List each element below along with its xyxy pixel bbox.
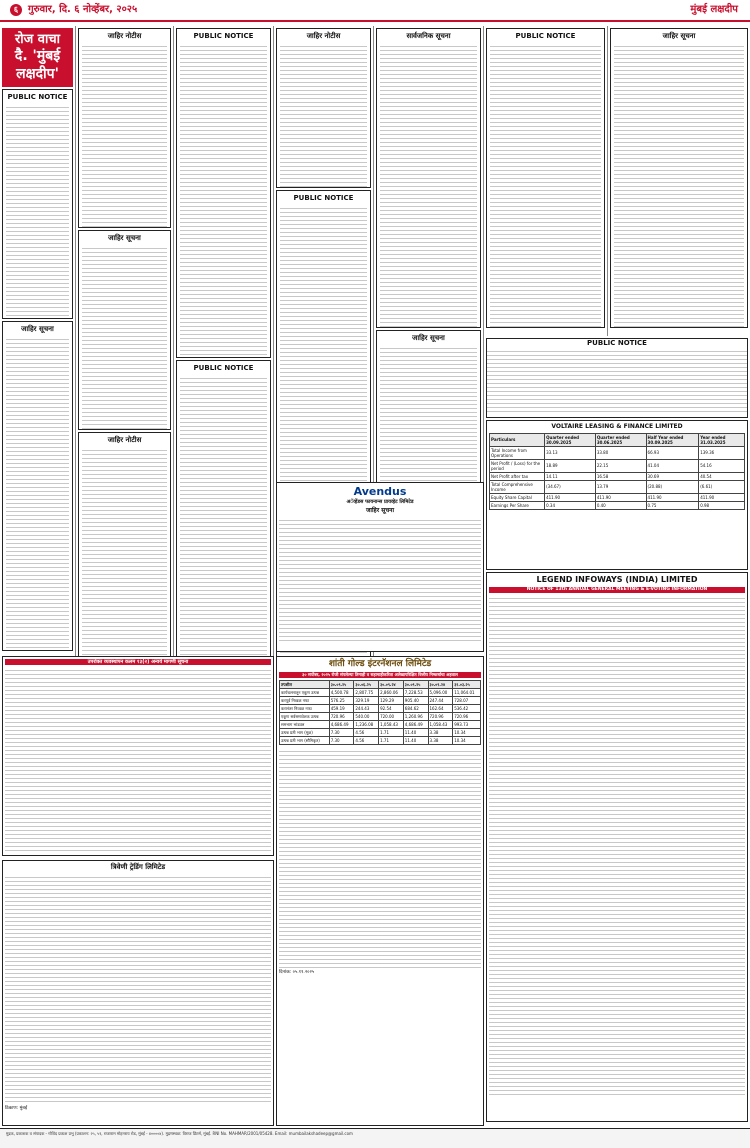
column-3 [174,26,274,676]
shanti-table-row [280,728,481,736]
sarfaesi-heading: उपरोक्त व्यवस्थापन कलम १३(२) अन्वये मागणी सूचना [5,659,271,665]
voltaire-cell: 0.34 [545,501,596,509]
shanti-cell: 11.40 [403,728,428,736]
voltaire-cell: 139.36 [699,446,745,459]
voltaire-title: VOLTAIRE LEASING & FINANCE LIMITED [551,423,683,430]
shanti-column-header: ३१.०३.२५ [453,680,481,688]
shanti-gold-results [276,656,484,1126]
page-header [0,0,750,22]
notice-heading: जाहिर सूचना [365,507,395,514]
shanti-cell: 1,058.43 [379,720,404,728]
shanti-date: दिनांक: ०५.११.२०२५ [279,969,315,975]
voltaire-table-row [490,493,745,501]
notice-heading: PUBLIC NOTICE [515,32,576,40]
public-notice-2 [176,28,271,358]
shanti-cell: 720.96 [453,712,481,720]
voltaire-cell: Net Profit / (Loss) for the period [490,459,545,472]
notice-body [82,43,167,228]
shanti-cell: 247.44 [428,696,453,704]
page-number: ६ [10,4,22,16]
shanti-column-header: ३०.०९.२५ [403,680,428,688]
column-5 [374,26,484,506]
shanti-subtitle: ३० सप्टेंबर, २०२५ रोजी संपलेल्या तिमाही व सहामाहीकरिता अलेखापरिक्षित वित्तीय निष्कर्षाचा अहवाल [279,672,481,677]
shanti-cell: 1,260.96 [403,712,428,720]
shanti-column-header: ३०.०९.२४ [379,680,404,688]
shanti-column-header: ३०.०९.२५ [329,680,354,688]
shanti-cell: 2,807.75 [354,688,379,696]
shanti-cell: करपूर्व निव्वळ नफा [280,696,330,704]
shanti-cell: 11,064.01 [453,688,481,696]
public-notice-wide [486,338,748,418]
notice-heading: जाहिर नोटीस [107,32,142,40]
voltaire-cell: Equity Share Capital [490,493,545,501]
shanti-cell: 5,096.00 [428,688,453,696]
shanti-cell: 7,228.53 [403,688,428,696]
shanti-cell: 162.64 [428,704,453,712]
shanti-cell: 684.62 [403,704,428,712]
notice-body [6,104,69,319]
shanti-column-header: ३०.०६.२५ [354,680,379,688]
voltaire-column-header: Year ended 31.03.2025 [699,433,745,446]
voltaire-cell: 411.90 [699,493,745,501]
shanti-cell: उत्पन्न प्रती भाग (मूळ) [280,728,330,736]
jaher-notice-1 [78,28,171,228]
jaher-suchana-1 [2,321,73,651]
shanti-cell: 244.43 [354,704,379,712]
shanti-cell: 536.42 [453,704,481,712]
shanti-cell: 4,686.49 [329,720,354,728]
voltaire-table-row [490,480,745,493]
triveni-body [5,874,271,1104]
voltaire-column-header: Quarter ended 30.06.2025 [595,433,646,446]
voltaire-cell: 0.98 [699,501,745,509]
shanti-cell: 993.73 [453,720,481,728]
jaher-suchana-3 [376,330,481,500]
shanti-cell: 3.38 [428,728,453,736]
shanti-table-row [280,704,481,712]
notice-body [380,43,477,328]
voltaire-cell: 22.15 [595,459,646,472]
masthead-line-1: रोज वाचा [14,32,61,47]
voltaire-column-header: Quarter ended 30.09.2025 [545,433,596,446]
newspaper-brand: मुंबई लक्षदीप [690,4,738,15]
shanti-cell: समभाग भांडवल [280,720,330,728]
voltaire-cell: 0.75 [646,501,699,509]
notice-body [487,348,747,414]
shanti-cell: 459.19 [329,704,354,712]
notice-heading: PUBLIC NOTICE [7,93,68,102]
voltaire-cell: Total Income from Operations [490,446,545,459]
notice-body [490,43,601,328]
notice-body [380,345,477,500]
shanti-cell: 329.19 [354,696,379,704]
shanti-table [279,680,481,745]
avendus-body [279,517,481,642]
shanti-cell: 728.07 [453,696,481,704]
shanti-table-row [280,696,481,704]
legend-body [489,595,745,1095]
voltaire-table [489,433,745,510]
shanti-cell: 1,236.08 [354,720,379,728]
notice-body [280,43,367,188]
voltaire-cell: (34.67) [545,480,596,493]
notice-heading: PUBLIC NOTICE [587,339,647,347]
sarfaesi-body [5,667,271,851]
jaher-suchana-4 [610,28,748,328]
shanti-cell: 3.38 [428,736,453,744]
shanti-cell: 720.96 [428,712,453,720]
shanti-notes [279,748,481,968]
avendus-logo: Avendus [353,485,407,498]
voltaire-table-row [490,459,745,472]
voltaire-results [486,420,748,570]
shanti-cell: 4.56 [354,728,379,736]
notice-body [180,43,267,358]
jaher-notice-3 [276,28,371,188]
voltaire-cell: 30.69 [646,472,699,480]
notice-body [82,245,167,430]
voltaire-cell: 411.90 [545,493,596,501]
shanti-table-row [280,736,481,744]
shanti-cell: 10.34 [453,728,481,736]
shanti-cell: 7.30 [329,736,354,744]
notice-heading: सार्वजनिक सूचना [406,32,451,40]
masthead-line-2: दै. 'मुंबई लक्षदीप' [14,48,61,82]
voltaire-cell: 66.93 [646,446,699,459]
jaher-suchana-2 [78,230,171,430]
triveni-title: त्रिवेणी ट्रेडिंग लिमिटेड [110,863,166,871]
shanti-cell: कार्यचलनातून एकूण उत्पन्न [280,688,330,696]
voltaire-cell: 33.13 [545,446,596,459]
shanti-cell: 1.71 [379,736,404,744]
legend-notice-heading: NOTICE OF 13th ANNUAL GENERAL MEETING & E-VOTING INFORMATION [489,587,745,593]
column-2 [76,26,174,676]
voltaire-header-row [490,433,745,446]
column-1 [0,26,76,676]
shanti-cell: 11.40 [403,736,428,744]
shanti-cell: 7.30 [329,728,354,736]
voltaire-cell: 41.04 [646,459,699,472]
notice-heading: जाहिर सूचना [108,234,141,242]
shanti-cell: 1,058.43 [428,720,453,728]
shanti-cell: 1.71 [379,728,404,736]
column-6 [484,26,608,336]
voltaire-cell: Earnings Per Share [490,501,545,509]
sarfaesi-demand-notice [2,656,274,856]
voltaire-cell: Net Profit after tax [490,472,545,480]
shanti-cell: 4,500.78 [329,688,354,696]
shanti-table-row [280,720,481,728]
voltaire-cell: 13.79 [595,480,646,493]
masthead [2,28,73,87]
shanti-cell: एकूण सर्वसमावेशक उत्पन्न [280,712,330,720]
notice-heading: PUBLIC NOTICE [193,364,254,372]
public-notice-5 [486,28,605,328]
notice-heading: जाहिर नोटीस [107,436,142,444]
sarvajanik-suchana [376,28,481,328]
notice-body [180,375,267,670]
column-7 [608,26,750,336]
issue-date: गुरुवार, दि. ६ नोव्हेंबर, २०२५ [28,4,138,15]
notice-heading: जाहिर सूचना [412,334,445,342]
shanti-cell: 10.34 [453,736,481,744]
notice-heading: जाहिर सूचना [21,325,54,334]
notice-heading: जाहिर नोटीस [306,32,341,40]
public-notice-1 [2,89,73,319]
shanti-cell: 4,686.49 [403,720,428,728]
shanti-column-header: ३०.०९.२४ [428,680,453,688]
notice-heading: PUBLIC NOTICE [193,32,254,40]
shanti-table-row [280,688,481,696]
shanti-header-row [280,680,481,688]
voltaire-cell: 16.58 [595,472,646,480]
voltaire-table-row [490,501,745,509]
voltaire-cell: 0.40 [595,501,646,509]
legend-title: LEGEND INFOWAYS (INDIA) LIMITED [536,575,698,584]
voltaire-cell: (6.61) [699,480,745,493]
voltaire-cell: 411.90 [595,493,646,501]
triveni-trading-results [2,860,274,1126]
voltaire-cell: 411.90 [646,493,699,501]
jaher-notice-2 [78,432,171,672]
shanti-title: शांती गोल्ड इंटरनॅशनल लिमिटेड [328,659,432,669]
voltaire-column-header: Half Year ended 30.09.2025 [646,433,699,446]
voltaire-cell: Total Comprehensive Income [490,480,545,493]
page-footer: मुद्रक, प्रकाशक व संपादक - गोविंद प्रकाश प्रभू (प्रकाशन: २५, ५१, राजाराम मोहनराय रोड, मुंबई - ४००००४). मुद्रणस्थळ: विराज प्रिंटर्स, मुंबई. RNI No. MAHMAR/2001/05428. Email: mumbailakshadeep@gmail.com [0,1128,750,1148]
notice-heading: जाहिर सूचना [662,32,696,40]
avendus-notice [276,482,484,652]
shanti-cell: उत्पन्न प्रती भाग (सौमिकृत) [280,736,330,744]
voltaire-table-row [490,446,745,459]
notice-body [82,447,167,672]
notice-body [614,43,744,328]
notice-body [6,336,69,651]
shanti-cell: 576.25 [329,696,354,704]
shanti-cell: 4.56 [354,736,379,744]
legend-infoways-notice [486,572,748,1122]
voltaire-cell: (20.88) [646,480,699,493]
public-notice-3 [176,360,271,670]
shanti-cell: 2,860.06 [379,688,404,696]
voltaire-cell: 33.80 [595,446,646,459]
voltaire-cell: 14.11 [545,472,596,480]
voltaire-column-header: Particulars [490,433,545,446]
voltaire-cell: 18.89 [545,459,596,472]
shanti-cell: 540.00 [354,712,379,720]
shanti-cell: करानंतर निव्वळ नफा [280,704,330,712]
voltaire-table-row [490,472,745,480]
shanti-table-row [280,712,481,720]
shanti-cell: 905.40 [403,696,428,704]
shanti-cell: 92.54 [379,704,404,712]
shanti-cell: 720.96 [329,712,354,720]
shanti-cell: 129.29 [379,696,404,704]
avendus-subtitle: अॅव्हेंडस फायनान्स प्रायव्हेट लिमिटेड [346,498,414,505]
shanti-cell: 720.00 [379,712,404,720]
voltaire-cell: 54.16 [699,459,745,472]
shanti-column-header: तपशील [280,680,330,688]
triveni-place: ठिकाण: मुंबई [5,1105,28,1111]
notice-heading: PUBLIC NOTICE [293,194,354,202]
voltaire-cell: 40.54 [699,472,745,480]
